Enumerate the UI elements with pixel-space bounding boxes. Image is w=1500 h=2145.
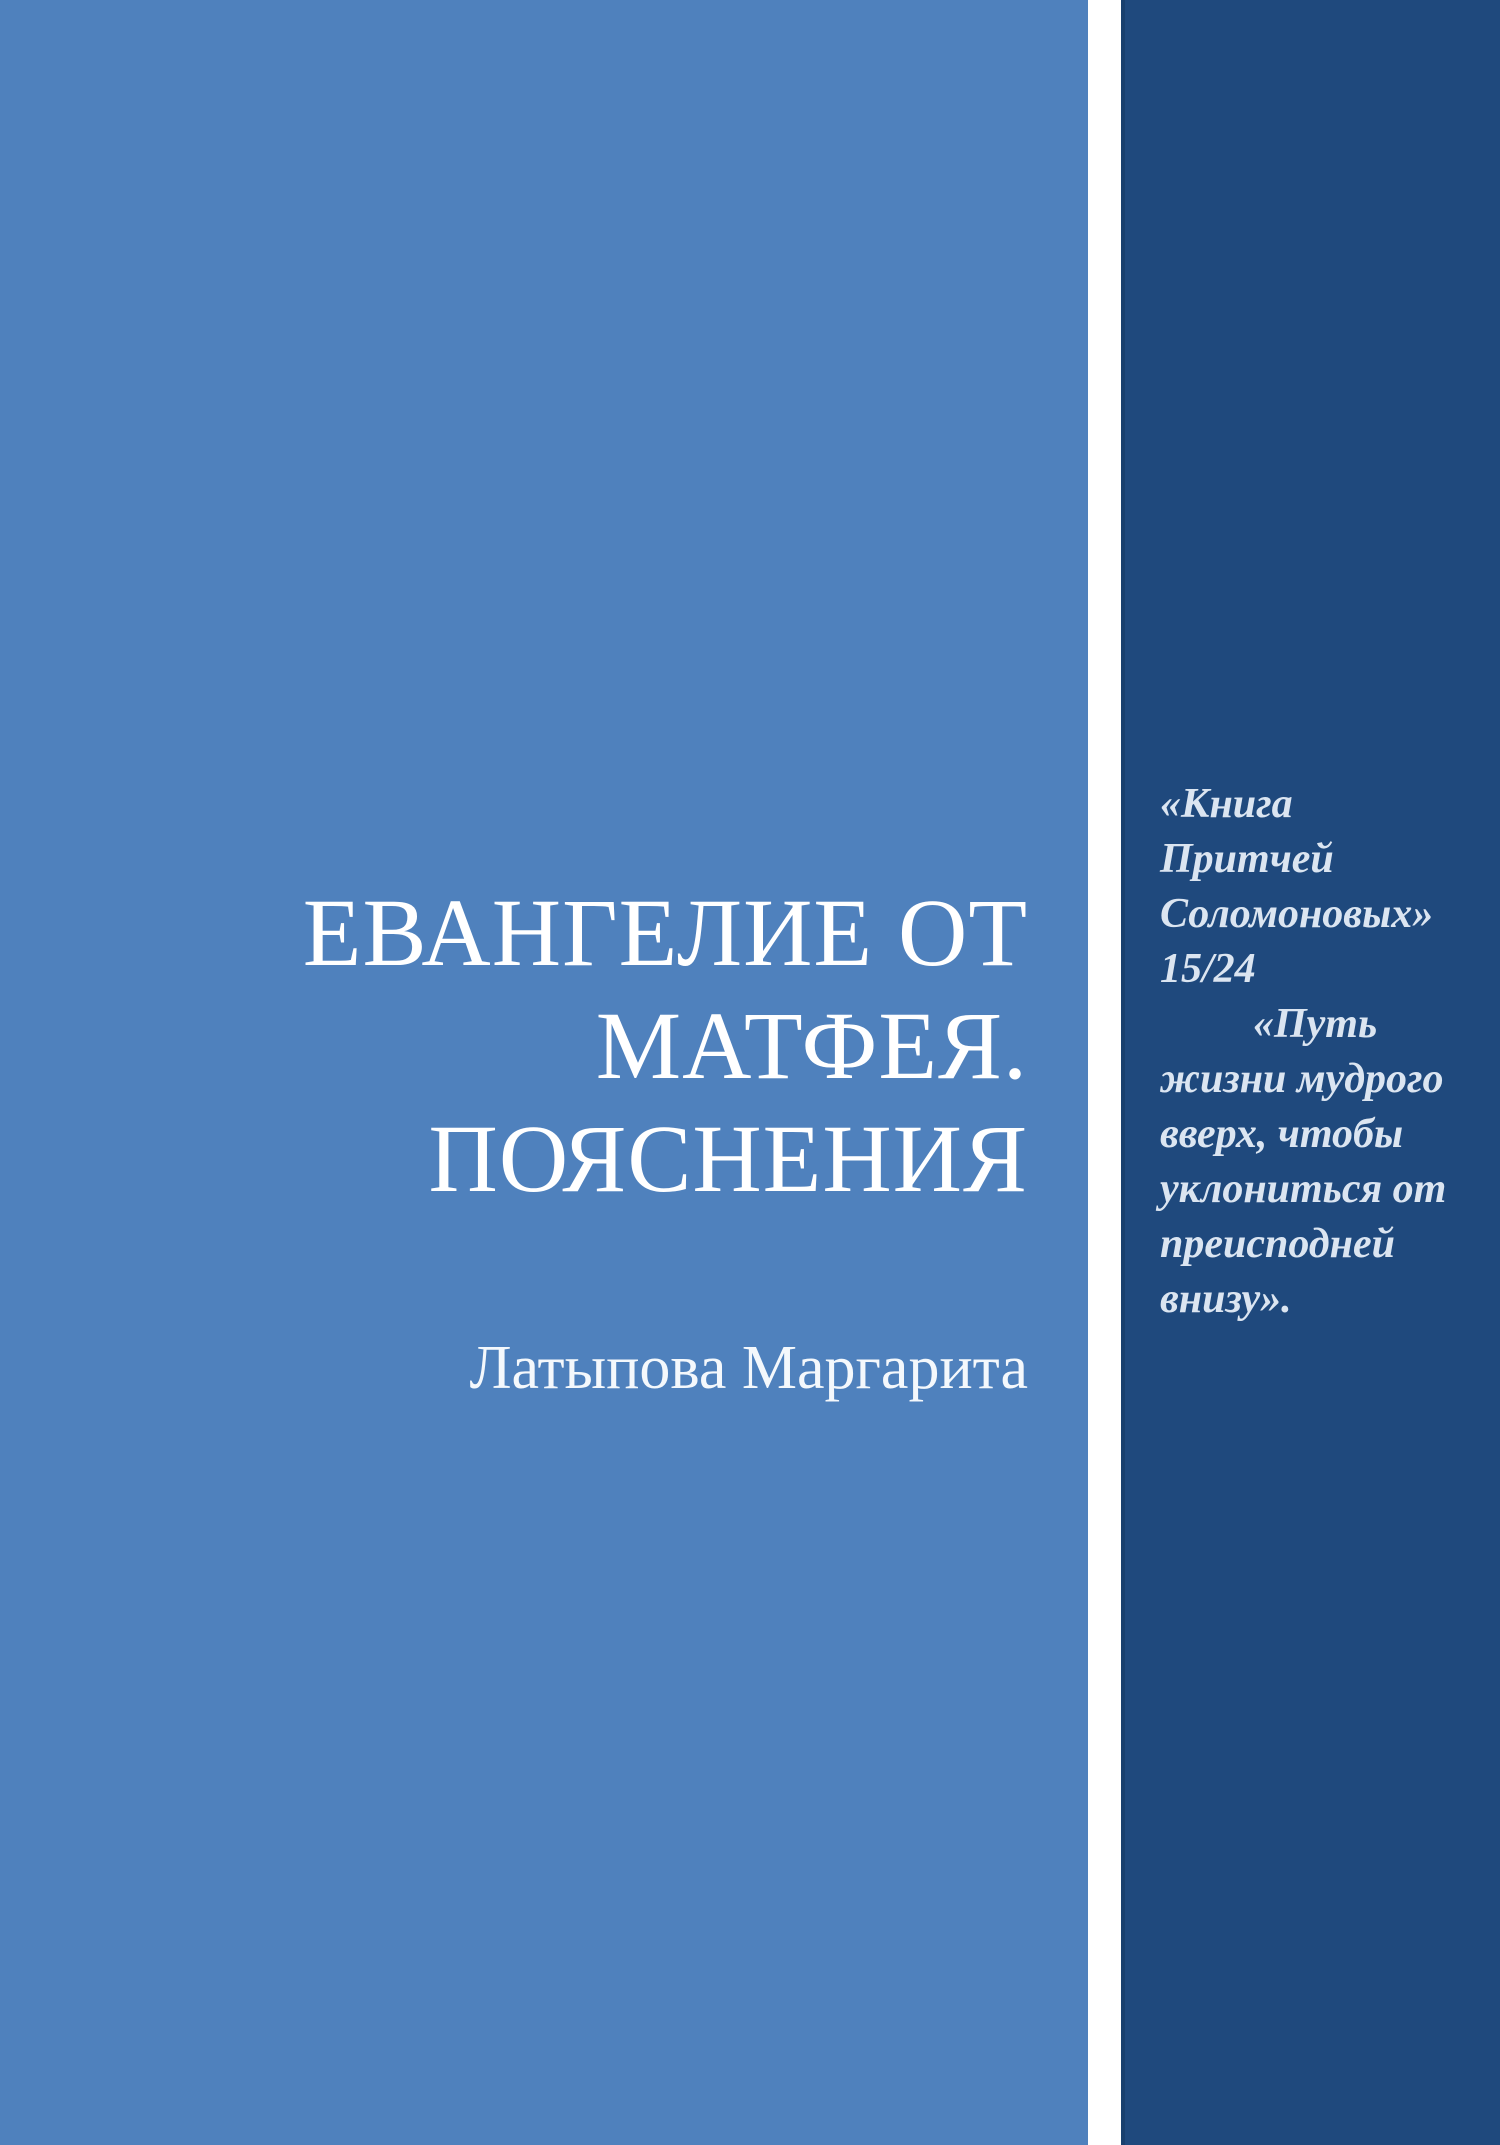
author-name: Латыпова Маргарита (469, 1334, 1028, 1402)
epigraph-quote-line: внизу». (1160, 1276, 1292, 1322)
epigraph-panel (1121, 0, 1500, 2145)
epigraph-quote-line: жизни мудрого (1160, 1056, 1444, 1102)
title-line-2: МАТФЕЯ. (595, 992, 1028, 1099)
epigraph-source-line: Притчей (1160, 836, 1334, 882)
epigraph-source-line: «Книга (1160, 781, 1293, 827)
white-divider (1088, 0, 1121, 2145)
epigraph-quote (1160, 777, 1470, 1327)
epigraph-quote-line: «Путь (1253, 1001, 1378, 1047)
title-line-3: ПОЯСНЕНИЯ (428, 1105, 1028, 1212)
epigraph-source-line: Соломоновых» (1160, 891, 1434, 937)
title-line-1: ЕВАНГЕЛИЕ ОТ (302, 879, 1028, 986)
epigraph-quote-line: преисподней (1160, 1221, 1395, 1267)
epigraph-quote-line: вверх, чтобы (1160, 1111, 1404, 1157)
epigraph-source-line: 15/24 (1160, 946, 1256, 992)
epigraph-quote-line: уклониться от (1160, 1166, 1447, 1212)
book-title (60, 876, 1028, 1215)
